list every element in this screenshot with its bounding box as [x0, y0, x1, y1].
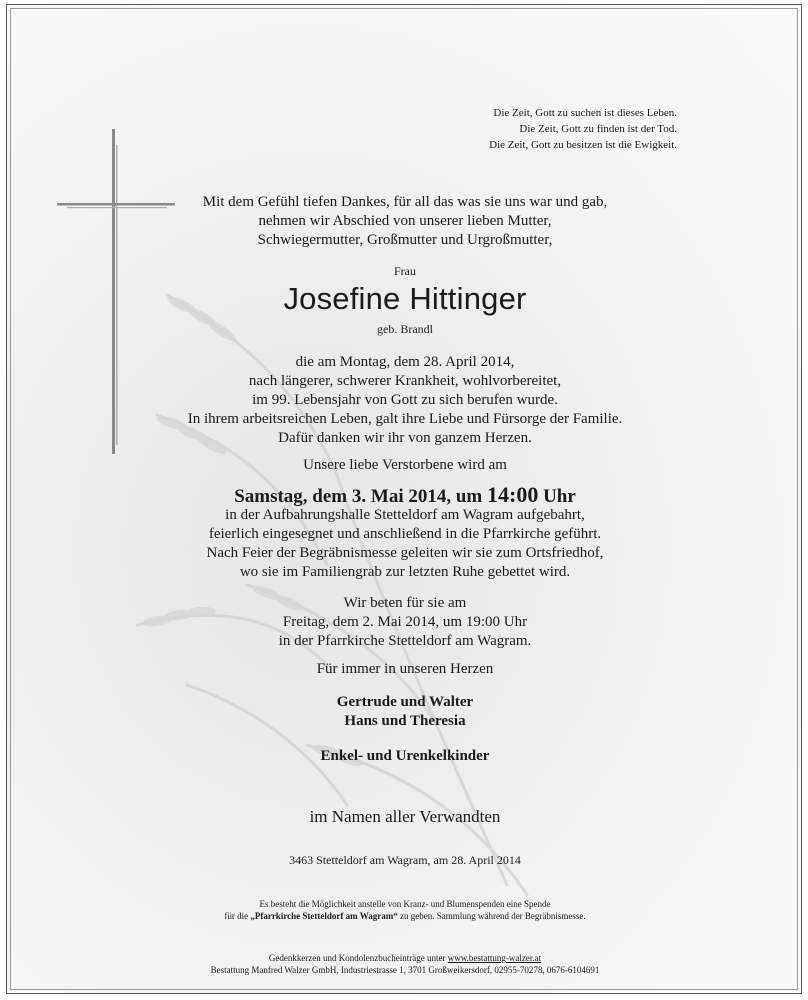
maiden-name: geb. Brandl — [377, 322, 433, 336]
motto-line: Die Zeit, Gott zu finden ist der Tod. — [519, 123, 677, 135]
undertaker-pre: Gedenkkerzen und Kondolenzbucheinträge unter — [268, 953, 448, 963]
funeral-line: feierlich eingesegnet und anschließend in die Pfarrkirche geführt. — [208, 526, 602, 542]
undertaker-info — [7, 952, 802, 976]
funeral-line: in der Aufbahrungshalle Stetteldorf am Wagram aufgebahrt, — [225, 507, 585, 523]
funeral-date-suffix: Uhr — [543, 486, 576, 507]
donation-line: Es besteht die Möglichkeit anstelle von Kranz- und Blumenspenden eine Spende — [259, 899, 551, 909]
family-names — [7, 693, 802, 731]
prayer-line: in der Pfarrkirche Stetteldorf am Wagram. — [278, 633, 532, 649]
funeral-intro: Unsere liebe Verstorbene wird am — [303, 457, 507, 473]
funeral-line: wo sie im Familiengrab zur letzten Ruhe gebettet wird. — [239, 564, 571, 580]
funeral-date-prefix: Samstag, dem 3. Mai 2014, um — [234, 486, 483, 507]
undertaker-address: Bestattung Manfred Walzer GmbH, Industriestrasse 1, 3701 Großweikersdorf, 02955-70278, 0676-6104691 — [210, 965, 600, 975]
intro-line: Schwiegermutter, Großmutter und Urgroßmutter, — [257, 232, 553, 248]
forever-line: Für immer in unseren Herzen — [316, 661, 494, 677]
motto-line: Die Zeit, Gott zu suchen ist dieses Leben. — [493, 107, 677, 119]
death-paragraph — [7, 353, 802, 448]
salutation: Frau — [394, 264, 416, 278]
death-line: In ihrem arbeitsreichen Leben, galt ihre Liebe und Fürsorge der Familie. — [187, 411, 623, 427]
donation-line — [7, 910, 802, 922]
funeral-line: Nach Feier der Begräbnismesse geleiten wir sie zum Ortsfriedhof, — [206, 545, 604, 561]
family-member: Hans und Theresia — [344, 713, 466, 729]
funeral-date — [7, 482, 802, 508]
deceased-name: Josefine Hittinger — [283, 281, 527, 316]
intro-line: nehmen wir Abschied von unserer lieben Mutter, — [258, 213, 552, 229]
parte-card — [6, 4, 802, 994]
motto-line: Die Zeit, Gott zu besitzen ist die Ewigkeit. — [489, 139, 677, 151]
intro-paragraph — [7, 193, 802, 250]
intro-line: Mit dem Gefühl tiefen Dankes, für all das was sie uns war und gab, — [202, 194, 608, 210]
death-line: im 99. Lebensjahr von Gott zu sich berufen wurde. — [252, 392, 558, 408]
death-line: Dafür danken wir ihr von ganzem Herzen. — [278, 430, 532, 446]
family-member: Gertrude und Walter — [336, 694, 474, 710]
prayer-line: Wir beten für sie am — [343, 595, 467, 611]
grandchildren: Enkel- und Urenkelkinder — [320, 748, 490, 764]
donation-post: zu geben. Sammlung während der Begräbnismesse. — [397, 911, 586, 921]
relatives-line: im Namen aller Verwandten — [309, 807, 501, 826]
funeral-paragraph — [7, 506, 802, 582]
place-date: 3463 Stetteldorf am Wagram, am 28. April 2014 — [289, 853, 521, 867]
funeral-time: 14:00 — [487, 482, 539, 507]
undertaker-website-link[interactable]: www.bestattung-walzer.at — [447, 953, 542, 963]
donation-recipient: „Pfarrkirche Stetteldorf am Wagram“ — [250, 911, 398, 921]
death-line: die am Montag, dem 28. April 2014, — [295, 354, 515, 370]
prayer-paragraph — [7, 594, 802, 651]
donation-note — [7, 898, 802, 922]
prayer-line: Freitag, dem 2. Mai 2014, um 19:00 Uhr — [282, 614, 528, 630]
death-line: nach längerer, schwerer Krankheit, wohlvorbereitet, — [248, 373, 562, 389]
motto-verse — [307, 105, 677, 153]
undertaker-line — [7, 952, 802, 964]
donation-pre: für die — [224, 911, 251, 921]
